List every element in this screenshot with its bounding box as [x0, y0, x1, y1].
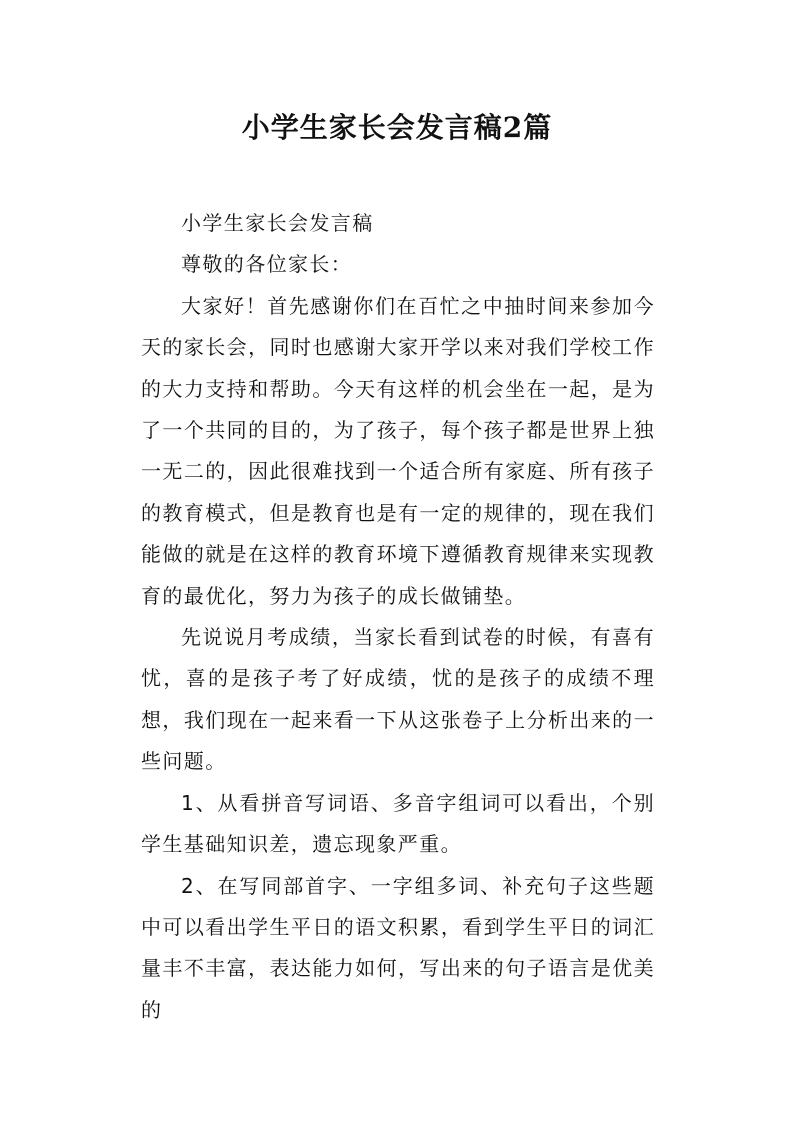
- document-body: [141, 203, 655, 1031]
- paragraph-point-2: 2、在写同部首字、一字组多词、补充句子这些题中可以看出学生平日的语文积累，看到学生平日的词汇量丰不丰富，表达能力如何，写出来的句子语言是优美的: [141, 873, 655, 1022]
- paragraph-salutation: 尊敬的各位家长：: [181, 252, 353, 277]
- document-title: 小学生家长会发言稿2篇: [241, 111, 553, 144]
- paragraph-subtitle: 小学生家长会发言稿: [181, 211, 374, 235]
- paragraph-point-1: 1、从看拼音写词语、多音字组词可以看出，个别学生基础知识差，遗忘现象严重。: [141, 790, 655, 857]
- paragraph-exam-results: 先说说月考成绩，当家长看到试卷的时候，有喜有忧，喜的是孩子考了好成绩，忧的是孩子的成绩不理想，我们现在一起来看一下从这张卷子上分析出来的一些问题。: [141, 625, 655, 774]
- paragraph-opening: 大家好！首先感谢你们在百忙之中抽时间来参加今天的家长会，同时也感谢大家开学以来对我们学校工作的大力支持和帮助。今天有这样的机会坐在一起，是为了一个共同的目的，为了孩子，每个孩子都是世界上独一无二的，因此很难找到一个适合所有家庭、所有孩子的教育模式，但是教育也是有一定的规律的，现在我们能做的就是在这样的教育环境下遵循教育规律来实现教育的最优化，努力为孩子的成长做铺垫。: [141, 293, 655, 608]
